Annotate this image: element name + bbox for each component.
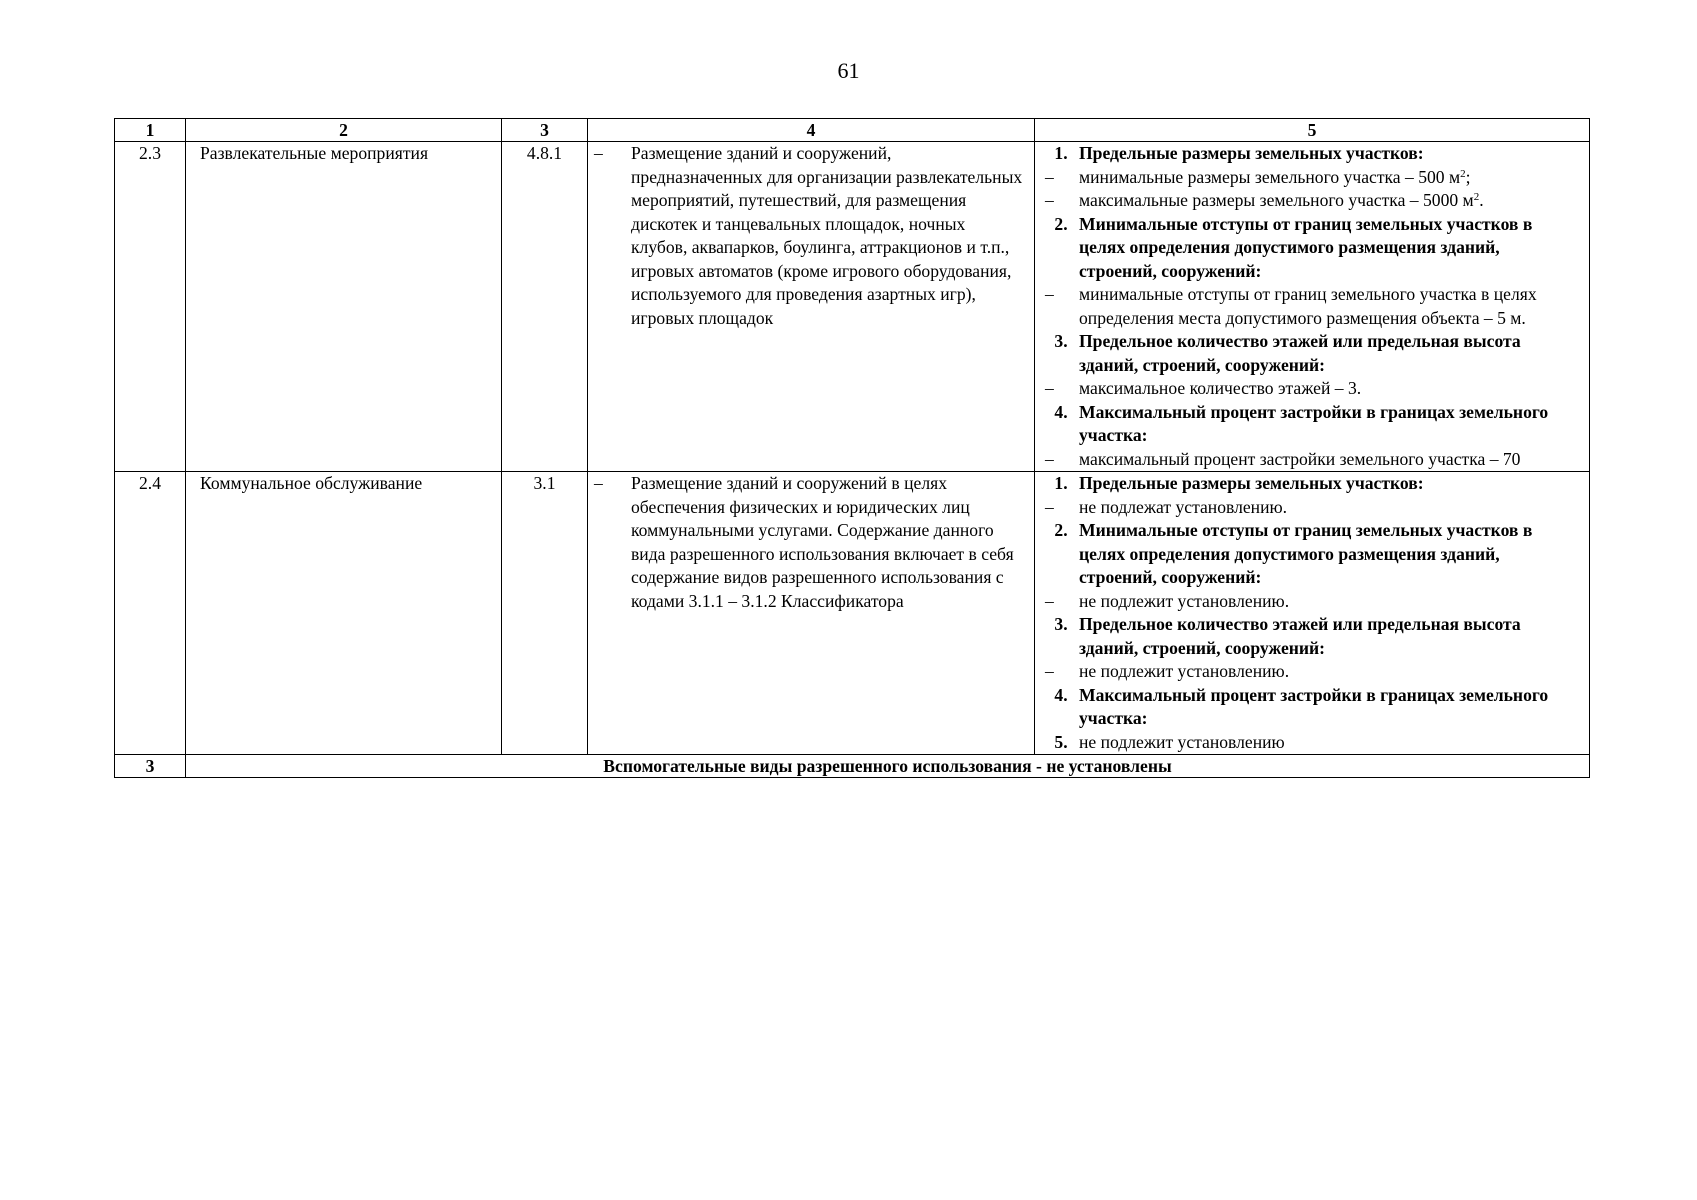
parameter-text-suffix: . (1479, 190, 1484, 210)
parameter-text (1079, 613, 1571, 660)
parameter-text-main: максимальное количество этажей – 3. (1079, 378, 1362, 398)
parameter-text-main: Предельное количество этажей или предельная высота зданий, строений, сооружений: (1079, 614, 1521, 658)
parameter-value (1043, 660, 1571, 684)
dash-marker: – (1045, 284, 1054, 304)
parameter-text-main: Предельные размеры земельных участков: (1079, 143, 1424, 163)
dash-marker: – (594, 143, 603, 163)
parameter-text-main: Минимальные отступы от границ земельных участков в целях определения допустимого размещения зданий, строений, сооружений: (1079, 213, 1533, 281)
parameter-text-main: Максимальный процент застройки в границах земельного участка: (1079, 401, 1549, 445)
parameter-heading (1043, 519, 1571, 590)
classifier-code: 3.1 (502, 472, 588, 755)
parameter-number: 4. (1054, 684, 1068, 705)
parameter-text-main: не подлежат установлению. (1079, 496, 1288, 517)
parameter-text-main: Минимальные отступы от границ земельных участков в целях определения допустимого размещения зданий, строений, сооружений: (1079, 520, 1533, 587)
dash-marker: – (1045, 448, 1054, 469)
header-row (115, 119, 1590, 142)
parameter-text-main: не подлежит установлению (1079, 731, 1285, 752)
footer-text: Вспомогательные виды разрешенного использования - не установлены (186, 755, 1590, 778)
dash-marker: – (1045, 378, 1054, 398)
table-row (115, 472, 1590, 755)
parameter-value (1043, 731, 1571, 755)
use-type-name: Коммунальное обслуживание (186, 472, 502, 755)
parameter-text (1079, 496, 1571, 520)
parameter-heading (1043, 213, 1571, 284)
parameter-value (1043, 590, 1571, 614)
parameter-value (1043, 189, 1571, 213)
parameter-heading (1043, 142, 1571, 166)
parameter-value (1043, 448, 1571, 472)
parameter-text (1079, 472, 1571, 496)
parameter-text (1079, 401, 1571, 448)
parameter-number: 2. (1054, 520, 1068, 540)
header-col-3: 3 (502, 119, 588, 142)
dash-marker: – (1045, 661, 1054, 681)
parameter-value (1043, 496, 1571, 520)
parameter-text-main: минимальные отступы от границ земельного участка в целях определения места допустимого размещения объекта – 5 м. (1079, 284, 1537, 328)
dash-marker: – (1045, 166, 1054, 187)
header-col-4: 4 (588, 119, 1035, 142)
parameter-text (1079, 330, 1571, 377)
parameter-text-suffix: ; (1465, 166, 1471, 187)
parameter-text (1079, 684, 1571, 731)
parameter-value (1043, 166, 1571, 190)
footer-row (115, 755, 1590, 778)
parameters-cell (1035, 472, 1590, 755)
header-col-5: 5 (1035, 119, 1590, 142)
classifier-code: 4.8.1 (502, 142, 588, 472)
parameter-text (1079, 377, 1571, 401)
parameter-text-main: Предельное количество этажей или предельная высота зданий, строений, сооружений: (1079, 331, 1521, 375)
parameter-value (1043, 377, 1571, 401)
use-description: Размещение зданий и сооружений, предназначенных для организации развлекательных мероприятий, путешествий, для размещения дискотек и танцевальных площадок, ночных клубов, аквапарков, боулинга, аттракционов и т.п., игровых автоматов (кроме игрового оборудования, используемого для проведения азартных игр), игровых площадок (631, 143, 1023, 328)
parameter-heading (1043, 613, 1571, 660)
dash-marker: – (1045, 590, 1054, 611)
dash-marker: – (1045, 190, 1054, 210)
unit-superscript: 2 (1473, 191, 1480, 203)
parameter-number: 1. (1054, 473, 1068, 493)
parameter-text (1079, 590, 1571, 614)
parameter-value (1043, 283, 1571, 330)
parameter-number: 5. (1054, 731, 1068, 752)
parameter-heading (1043, 472, 1571, 496)
description-item (594, 142, 1026, 330)
footer-num: 3 (115, 755, 186, 778)
dash-marker: – (594, 473, 603, 493)
row-number: 2.4 (115, 472, 186, 755)
parameter-number: 3. (1054, 331, 1068, 351)
parameter-text (1079, 660, 1571, 684)
use-description-cell (588, 472, 1035, 755)
parameter-text-main: максимальный процент застройки земельного участка – 70 (1079, 448, 1521, 469)
parameter-text (1079, 142, 1571, 166)
page-number: 61 (837, 58, 860, 83)
description-item (594, 472, 1026, 613)
use-description-cell (588, 142, 1035, 472)
parameter-number: 2. (1054, 213, 1068, 234)
parameter-number: 4. (1054, 401, 1068, 422)
parameter-text-main: не подлежит установлению. (1079, 590, 1290, 611)
parameter-text (1079, 189, 1571, 213)
parameter-number: 1. (1054, 143, 1068, 163)
row-number: 2.3 (115, 142, 186, 472)
parameter-heading (1043, 684, 1571, 731)
regulations-table (114, 118, 1590, 778)
parameter-text-main: Предельные размеры земельных участков: (1079, 473, 1424, 493)
parameter-text-main: не подлежит установлению. (1079, 661, 1290, 681)
parameter-heading (1043, 330, 1571, 377)
parameter-text (1079, 283, 1571, 330)
parameter-text (1079, 731, 1571, 755)
use-type-name: Развлекательные мероприятия (186, 142, 502, 472)
parameter-number: 3. (1054, 614, 1068, 634)
parameters-cell (1035, 142, 1590, 472)
table-row (115, 142, 1590, 472)
unit-superscript: 2 (1460, 167, 1466, 180)
parameter-text (1079, 519, 1571, 590)
use-description: Размещение зданий и сооружений в целях обеспечения физических и юридических лиц коммунальными услугами. Содержание данного вида разрешенного использования включает в себя содержание видов разрешенного использования с кодами 3.1.1 – 3.1.2 Классификатора (631, 473, 1014, 611)
header-col-1: 1 (115, 119, 186, 142)
header-col-2: 2 (186, 119, 502, 142)
parameter-text (1079, 213, 1571, 284)
parameter-heading (1043, 401, 1571, 448)
parameter-text-main: Максимальный процент застройки в границах земельного участка: (1079, 684, 1549, 728)
parameter-text (1079, 448, 1571, 472)
parameter-text (1079, 166, 1571, 190)
dash-marker: – (1045, 496, 1054, 517)
parameter-text-main: максимальные размеры земельного участка – 5000 м (1079, 190, 1474, 210)
parameter-text-main: минимальные размеры земельного участка – 500 м (1079, 166, 1461, 187)
